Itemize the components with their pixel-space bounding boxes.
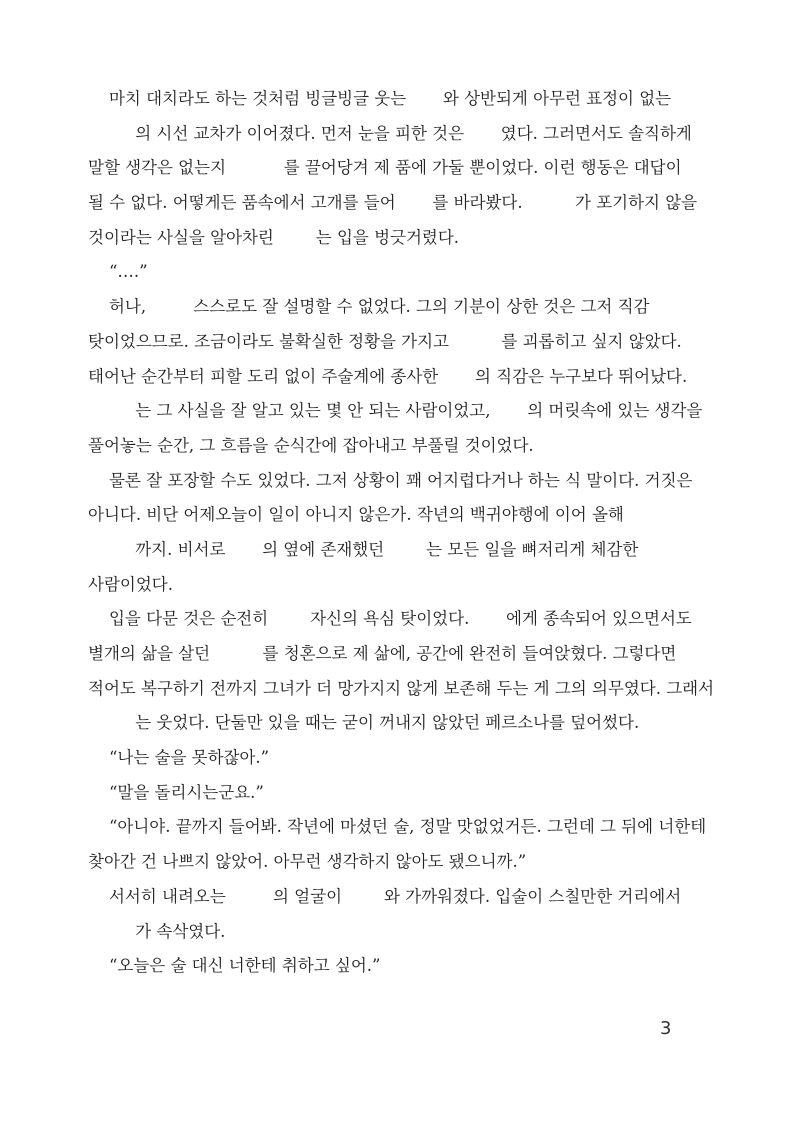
text-line: 까지. 비서로 의 옆에 존재했던 는 모든 일을 뼈저리게 체감한 <box>88 539 639 559</box>
text-line: “오늘은 술 대신 너한테 취하고 싶어.” <box>88 956 381 976</box>
text-line: 는 그 사실을 잘 알고 있는 몇 안 되는 사람이었고, 의 머릿속에 있는 생각을 <box>88 401 703 421</box>
text-line: 입을 다문 것은 순전히 자신의 욕심 탓이었다. 에게 종속되어 있으면서도 <box>88 609 692 629</box>
text-line: “….” <box>88 262 148 282</box>
text-line: 는 웃었다. 단둘만 있을 때는 굳이 꺼내지 않았던 페르소나를 덮어썼다. <box>88 713 640 733</box>
text-line: “아니야. 끝까지 들어봐. 작년에 마셨던 술, 정말 맛없었거든. 그런데 그 뒤에 너한테 <box>88 817 707 837</box>
text-line: 의 시선 교차가 이어졌다. 먼저 눈을 피한 것은 였다. 그러면서도 솔직하게 <box>88 123 692 143</box>
text-line: 말할 생각은 없는지 를 끌어당겨 제 품에 가둘 뿐이었다. 이런 행동은 대답이 <box>88 158 682 178</box>
text-line: 것이라는 사실을 알아차린 는 입을 벙긋거렸다. <box>88 227 460 247</box>
body-text <box>88 82 715 984</box>
text-line: 될 수 없다. 어떻게든 품속에서 고개를 들어 를 바라봤다. 가 포기하지 않을 <box>88 193 698 213</box>
text-line: 풀어놓는 순간, 그 흐름을 순식간에 잡아내고 부풀릴 것이었다. <box>88 435 534 455</box>
text-line: 별개의 삶을 살던 를 청혼으로 제 삶에, 공간에 완전히 들여앉혔다. 그렇다면 <box>88 644 677 663</box>
text-line: 찾아간 건 나쁘지 않았어. 아무런 생각하지 않아도 됐으니까.” <box>88 852 527 872</box>
text-line: 마치 대치라도 하는 것처럼 빙글빙글 웃는 와 상반되게 아무런 표정이 없는 <box>88 89 672 108</box>
text-line: “나는 술을 못하잖아.” <box>88 748 270 768</box>
text-line: 탓이었으므로. 조금이라도 불확실한 정황을 가지고 를 괴롭히고 싶지 않았다. <box>88 331 682 351</box>
text-line: 사람이었다. <box>88 574 173 594</box>
text-line: 서서히 내려오는 의 얼굴이 와 가까워졌다. 입술이 스칠만한 거리에서 <box>88 886 682 906</box>
text-line: 가 속삭였다. <box>88 921 226 941</box>
text-line: 태어난 순간부터 피할 도리 없이 주술계에 종사한 의 직감은 누구보다 뛰어났다. <box>88 366 688 386</box>
text-line: 허나, 스스로도 잘 설명할 수 없었다. 그의 기분이 상한 것은 그저 직감 <box>88 297 650 317</box>
text-line: 적어도 복구하기 전까지 그녀가 더 망가지지 않게 보존해 두는 게 그의 의무였다. 그래서 <box>88 678 715 698</box>
text-line: 물론 잘 포장할 수도 있었다. 그저 상황이 꽤 어지럽다거나 하는 식 말이다. 거짓은 <box>88 470 693 490</box>
text-line: 아니다. 비단 어제오늘이 일이 아니지 않은가. 작년의 백귀야행에 이어 올해 <box>88 505 624 525</box>
page-number: 3 <box>660 1018 672 1039</box>
text-line: “말을 돌리시는군요.” <box>88 782 264 802</box>
